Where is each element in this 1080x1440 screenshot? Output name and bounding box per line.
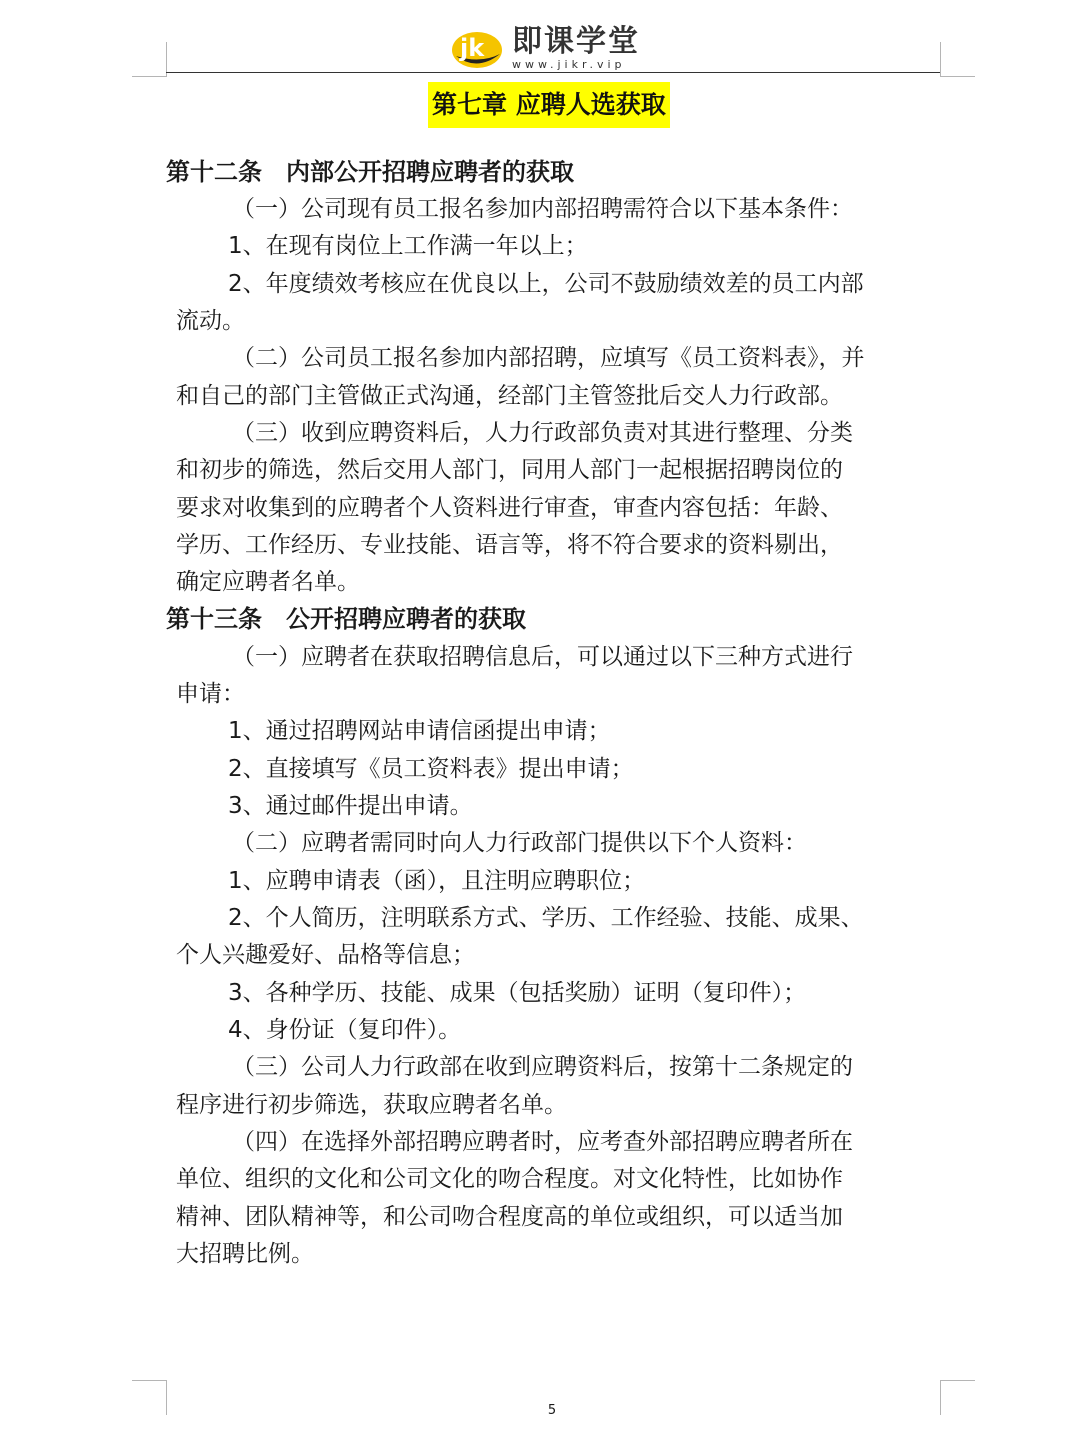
logo-url: www.jikr.vip — [512, 57, 626, 71]
crop-mark-bottom-right — [940, 1380, 975, 1415]
text-line: （三）收到应聘资料后，人力行政部负责对其进行整理、分类 — [232, 420, 853, 446]
crop-mark-bottom-left — [132, 1380, 167, 1415]
text-line: 申请： — [176, 681, 245, 707]
text-line: （一）应聘者在获取招聘信息后，可以通过以下三种方式进行 — [232, 644, 853, 670]
article-heading: 第十二条 内部公开招聘应聘者的获取 — [166, 158, 574, 186]
text-line: 和初步的筛选，然后交用人部门，同用人部门一起根据招聘岗位的 — [176, 457, 843, 483]
text-line: 2、年度绩效考核应在优良以上，公司不鼓励绩效差的员工内部 — [228, 271, 864, 297]
text-line: （二）应聘者需同时向人力行政部门提供以下个人资料： — [232, 830, 807, 856]
text-line: 2、直接填写《员工资料表》提出申请； — [228, 756, 634, 782]
text-line: 程序进行初步筛选，获取应聘者名单。 — [176, 1092, 567, 1118]
text-line: 流动。 — [176, 308, 245, 334]
text-line: （一）公司现有员工报名参加内部招聘需符合以下基本条件： — [232, 196, 853, 222]
text-line: 和自己的部门主管做正式沟通，经部门主管签批后交人力行政部。 — [176, 383, 843, 409]
header-rule — [166, 72, 940, 73]
text-line: 单位、组织的文化和公司文化的吻合程度。对文化特性，比如协作 — [176, 1166, 843, 1192]
text-line: 3、通过邮件提出申请。 — [228, 793, 473, 819]
text-line: （四）在选择外部招聘应聘者时，应考查外部招聘应聘者所在 — [232, 1129, 853, 1155]
text-line: （三）公司人力行政部在收到应聘资料后，按第十二条规定的 — [232, 1054, 853, 1080]
text-line: 2、个人简历，注明联系方式、学历、工作经验、技能、成果、 — [228, 905, 864, 931]
text-line: （二）公司员工报名参加内部招聘，应填写《员工资料表》，并 — [232, 345, 865, 371]
text-line: 要求对收集到的应聘者个人资料进行审查，审查内容包括：年龄、 — [176, 495, 843, 521]
crop-mark-top-right — [940, 42, 975, 77]
text-line: 大招聘比例。 — [176, 1241, 314, 1267]
text-line: 确定应聘者名单。 — [176, 569, 360, 595]
header-logo — [450, 23, 640, 71]
crop-mark-top-left — [132, 42, 167, 77]
svg-text:jk: jk — [460, 34, 485, 62]
text-line: 精神、团队精神等，和公司吻合程度高的单位或组织，可以适当加 — [176, 1204, 843, 1230]
logo-name: 即课学堂 — [512, 23, 640, 59]
text-line: 1、应聘申请表（函），且注明应聘职位； — [228, 868, 646, 894]
text-line: 1、通过招聘网站申请信函提出申请； — [228, 718, 611, 744]
text-line: 4、身份证（复印件）。 — [228, 1017, 462, 1043]
chapter-title: 第七章 应聘人选获取 — [428, 82, 670, 128]
text-line: 个人兴趣爱好、品格等信息； — [176, 942, 475, 968]
text-line: 1、在现有岗位上工作满一年以上； — [228, 233, 588, 259]
page-number: 5 — [547, 1403, 557, 1418]
text-line: 学历、工作经历、专业技能、语言等，将不符合要求的资料剔出， — [176, 532, 843, 558]
text-line: 3、各种学历、技能、成果（包括奖励）证明（复印件）； — [228, 980, 807, 1006]
jk-logo-icon — [450, 28, 506, 68]
article-heading: 第十三条 公开招聘应聘者的获取 — [166, 605, 526, 633]
